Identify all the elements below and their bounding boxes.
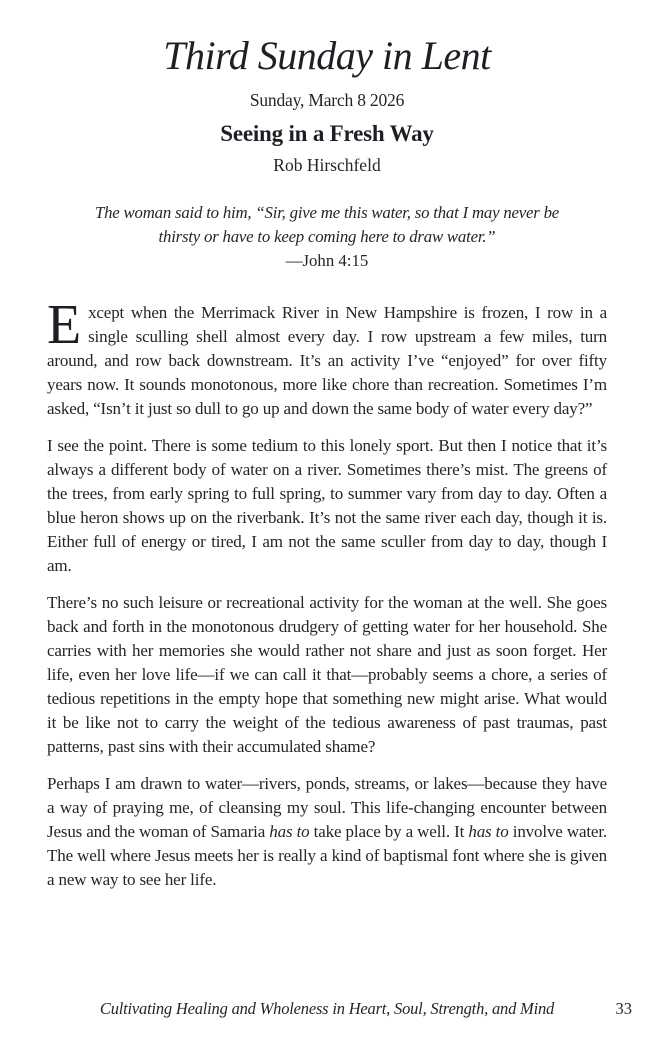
essay-body [47,294,607,892]
paragraph-text: xcept when the Merrimack River in New Hampshire is frozen, I row in a single sculling shell almost every day. I row upstream a few miles, turn around, and row back downstream. It’s an activity I’ve “enjoyed” for over fifty years now. It sounds monotonous, more like chore than recreation. Sometimes I’m asked, “Isn’t it just so dull to go up and down the same body of water every day?” [47,303,607,419]
essay-title: Seeing in a Fresh Way [220,121,434,147]
page-footer [47,998,632,1020]
drop-cap: E [47,294,82,357]
paragraph-text: Perhaps I am drawn to water—rivers, ponds, streams, or lakes—because they have a way of praying me, of cleansing my soul. This life-changing encounter between Jesus and the woman of Samaria has to take place by a well. It has to involve water. The well where Jesus meets her is really a kind of baptismal font where she is given a new way to see her life. [47,774,607,890]
paragraph-text: There’s no such leisure or recreational activity for the woman at the well. She goes back and forth in the monotonous drudgery of getting water for her household. She carries with her memories she would rather not share and just as soon forget. Her life, even her love life—if we can call it that—probably seems a chore, a series of tedious repetitions in the empty hope that something new might arise. What would it be like not to carry the weight of the tedious awareness of past traumas, past patterns, past sins with their accumulated shame? [47,593,607,757]
paragraph-text: I see the point. There is some tedium to this lonely sport. But then I notice that it’s always a different body of water on a river. Sometimes there’s mist. The greens of the trees, from early spring to full spring, to summer vary from day to day. Often a blue heron shows up on the riverbank. It’s not the same river each day, though it is. Either full of energy or tired, I am not the same sculler from day to day, though I am. [47,436,607,576]
section-title: Third Sunday in Lent [163,33,491,78]
page-number: 33 [615,999,632,1018]
body-paragraph [47,772,607,892]
body-paragraph [47,294,607,421]
date-line: Sunday, March 8 2026 [249,90,405,111]
footer-book-title: Cultivating Healing and Wholeness in Heart, Soul, Strength, and Mind [99,999,555,1018]
epigraph-citation: —John 4:15 [285,251,369,271]
body-paragraph [47,591,607,759]
epigraph-quote: The woman said to him, “Sir, give me this water, so that I may never be thirsty or have to keep coming here to draw water.” [94,203,560,246]
body-paragraph [47,434,607,578]
author-name: Rob Hirschfeld [273,155,381,176]
